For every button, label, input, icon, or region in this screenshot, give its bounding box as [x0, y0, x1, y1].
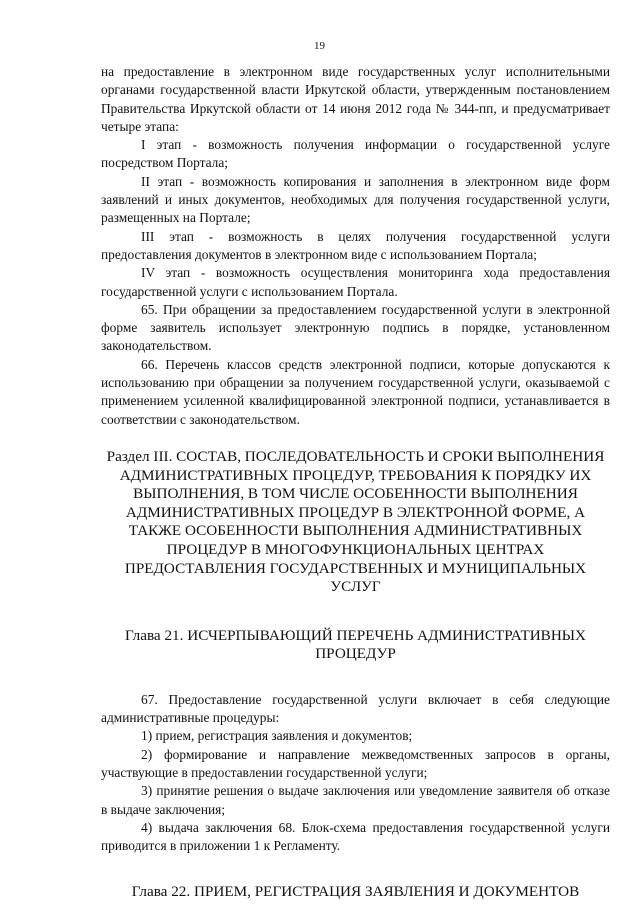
chapter-22-heading: Глава 22. ПРИЕМ, РЕГИСТРАЦИЯ ЗАЯВЛЕНИЯ И ДОКУМЕНТОВ [131, 882, 580, 900]
list-item-4: 4) выдача заключения 68. Блок-схема предоставления государственной услуги приводится в приложении 1 к Регламенту. [101, 819, 610, 854]
section-heading: Раздел III. СОСТАВ, ПОСЛЕДОВАТЕЛЬНОСТЬ И СРОКИ ВЫПОЛНЕНИЯ АДМИНИСТРАТИВНЫХ ПРОЦЕДУР, ТРЕБОВАНИЯ К ПОРЯДКУ ИХ ВЫПОЛНЕНИЯ, В ТОМ ЧИСЛЕ ОСОБЕННОСТИ ВЫПОЛНЕНИЯ АДМИНИСТРАТИВНЫХ ПРОЦЕДУР В ЭЛЕКТРОННОЙ ФОРМЕ, А ТАКЖЕ ОСОБЕННОСТИ ВЫПОЛНЕНИЯ АДМИНИСТРАТИВНЫХ ПРОЦЕДУР В МНОГОФУНКЦИОНАЛЬНЫХ ЦЕНТРАХ ПРЕДОСТАВЛЕНИЯ ГОСУДАРСТВЕННЫХ И МУНИЦИПАЛЬНЫХ УСЛУГ [106, 447, 605, 596]
paragraph-66: 66. Перечень классов средств электронной подписи, которые допускаются к использованию при обращении за получением государственной услуги, оказываемой с применением усиленной квалифицированной электронной подписи, устанавливается в соответствии с законодательством. [101, 356, 610, 427]
paragraph-stage-3: III этап - возможность в целях получения государственной услуги предоставления документов в электронном виде с использованием Портала; [101, 228, 610, 262]
paragraph-stage-4: IV этап - возможность осуществления мониторинга хода предоставления государственной услуги с использованием Портала. [101, 265, 610, 299]
document-body [101, 63, 610, 901]
paragraph-stage-1: I этап - возможность получения информации о государственной услуге посредством Портала; [101, 137, 610, 171]
chapter-21-heading: Глава 21. ИСЧЕРПЫВАЮЩИЙ ПЕРЕЧЕНЬ АДМИНИСТРАТИВНЫХ ПРОЦЕДУР [124, 626, 586, 663]
paragraph-stage-2: II этап - возможность копирования и заполнения в электронном виде форм заявлений и иных документов, необходимых для получения государственной услуги, размещенных на Портале; [101, 173, 610, 226]
list-item-1: 1) прием, регистрация заявления и документов; [141, 728, 413, 744]
list-item-3: 3) принятие решения о выдаче заключения или уведомление заявителя об отказе в выдаче заключения; [101, 783, 610, 817]
paragraph-65: 65. При обращении за предоставлением государственной услуги в электронной форме заявитель использует электронную подпись в порядке, установленном законодательством. [101, 301, 610, 354]
paragraph-intro: на предоставление в электронном виде государственных услуг исполнительными органами государственной власти Иркутской области, утвержденным постановлением Правительства Иркутской области от 14 июня 2012 года № 344-пп, и предусматривает четыре этапа: [101, 64, 610, 134]
page-number: 19 [314, 40, 325, 52]
list-item-2: 2) формирование и направление межведомственных запросов в органы, участвующие в предоставлении государственной услуги; [101, 746, 610, 781]
paragraph-67: 67. Предоставление государственной услуги включает в себя следующие административные процедуры: [101, 691, 610, 726]
